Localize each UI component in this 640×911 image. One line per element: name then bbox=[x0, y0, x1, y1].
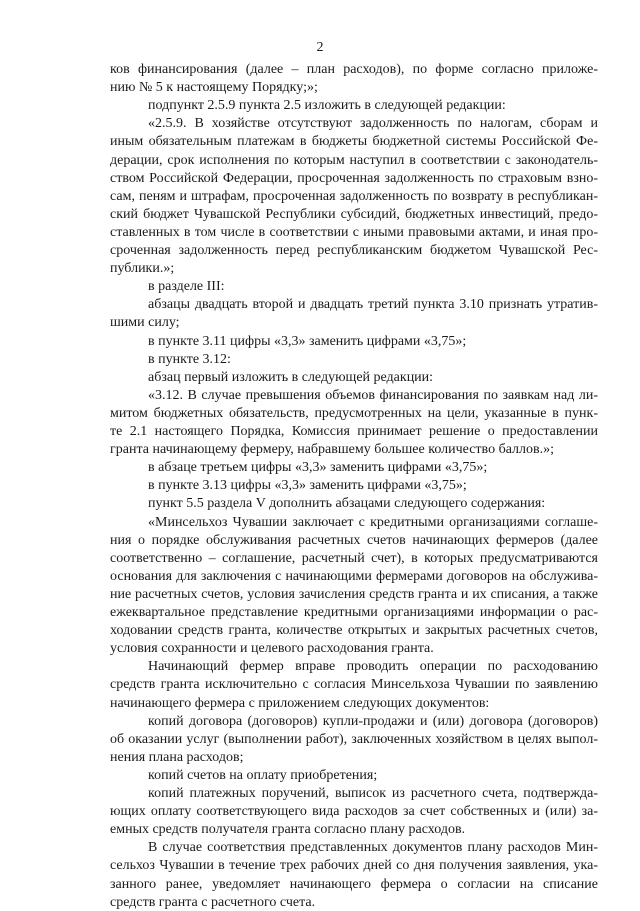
text-line: подпункт 2.5.9 пункта 2.5 изложить в следующей редакции: bbox=[148, 98, 506, 114]
text-line: копий платежных поручений, выписок из расчетного счета, подтвержда- bbox=[148, 786, 598, 801]
text-line: Начинающий фермер вправе проводить операции по расходованию bbox=[148, 659, 598, 675]
text-line: ставленных в том числе в соответствии с иными правовыми актами, и иная про- bbox=[110, 224, 598, 240]
text-line: дерации, срок исполнения по которым наступил в соответствии с законодатель- bbox=[110, 152, 598, 168]
text-line: ющих оплату соответствующего вида расходов за счет собственных и (или) за- bbox=[110, 804, 598, 820]
text-line: ством Российской Федерации, просроченная задолженность по страховым взно- bbox=[110, 170, 598, 186]
text-line: «Минсельхоз Чувашии заключает с кредитными организациями соглаше- bbox=[148, 514, 598, 530]
text-line: шими силу; bbox=[110, 315, 180, 331]
text-line: в пункте 3.12: bbox=[148, 351, 231, 367]
text-line: сельхоз Чувашии в течение трех рабочих дней со дня получения заявления, ука- bbox=[110, 858, 598, 874]
text-line: сроченная задолженность перед республиканским бюджетом Чувашской Рес- bbox=[110, 243, 598, 258]
text-line: В случае соответствия представленных документов плану расходов Мин- bbox=[148, 840, 598, 856]
text-line: в пункте 3.11 цифры «3,3» заменить цифрами «3,75»; bbox=[148, 333, 467, 349]
text-line: основания для заключения с начинающими фермерами договоров на обслужива- bbox=[110, 568, 598, 584]
text-line: ков финансирования (далее – план расходов), по форме согласно приложе- bbox=[110, 62, 598, 77]
text-line: копий договора (договоров) купли-продажи и (или) договора (договоров) bbox=[148, 713, 598, 729]
text-line: в пункте 3.13 цифры «3,3» заменить цифрами «3,75»; bbox=[148, 478, 467, 494]
text-line: в разделе III: bbox=[148, 279, 225, 295]
text-line: иным обязательным платежам в бюджеты бюджетной системы Российской Фе- bbox=[110, 134, 598, 150]
text-line: средств гранта с расчетного счета. bbox=[110, 894, 316, 910]
text-line: соответственно – соглашение, расчетный счет), в которых предусматриваются bbox=[110, 550, 598, 566]
text-line: публики.»; bbox=[110, 261, 175, 277]
text-line: в абзаце третьем цифры «3,3» заменить цифрами «3,75»; bbox=[148, 460, 488, 476]
text-line: абзац первый изложить в следующей редакции: bbox=[148, 369, 434, 385]
text-line: ский бюджет Чувашской Республики субсидий, бюджетных инвестиций, предо- bbox=[110, 206, 598, 222]
text-line: те 2.1 настоящего Порядка, Комиссия принимает решение о предоставлении bbox=[110, 424, 598, 439]
page-number: 2 bbox=[316, 40, 324, 55]
text-line: сам, пеням и штрафам, просроченная задолженность по возврату в республикан- bbox=[110, 188, 598, 204]
text-line: начинающего фермера с приложением следующих документов: bbox=[110, 695, 490, 711]
text-line: митом бюджетных обязательств, предусмотренных на цели, указанные в пунк- bbox=[110, 405, 598, 421]
text-line: об оказании услуг (выполнении работ), заключенных хозяйством в целях выпол- bbox=[110, 731, 598, 747]
text-line: нию № 5 к настоящему Порядку;»; bbox=[110, 80, 318, 96]
text-line: занного ранее, уведомляет начинающего фермера о согласии на списание bbox=[110, 876, 598, 892]
text-line: гранта начинающему фермеру, набравшему большее количество баллов.»; bbox=[110, 442, 555, 458]
text-line: ние расчетных счетов, условия зачисления средств гранта и их списания, а также bbox=[110, 586, 598, 602]
text-line: емных средств получателя гранта согласно плану расходов. bbox=[110, 822, 466, 838]
text-line: «3.12. В случае превышения объемов финансирования по заявкам над ли- bbox=[148, 387, 598, 403]
text-line: ежеквартальное представление кредитными организациями информации о рас- bbox=[110, 605, 598, 620]
text-line: «2.5.9. В хозяйстве отсутствуют задолженность по налогам, сборам и bbox=[148, 116, 598, 132]
text-line: нения плана расходов; bbox=[110, 749, 244, 765]
text-line: ния о порядке обслуживания расчетных счетов начинающих фермеров (далее bbox=[110, 532, 598, 548]
text-line: абзацы двадцать второй и двадцать третий пункта 3.10 признать утратив- bbox=[148, 297, 598, 313]
text-line: копий счетов на оплату приобретения; bbox=[148, 767, 378, 783]
text-line: пункт 5.5 раздела V дополнить абзацами следующего содержания: bbox=[148, 496, 546, 512]
text-line: условия сохранности и целевого расходования гранта. bbox=[110, 641, 434, 657]
text-line: средств гранта исключительно с согласия Минсельхоза Чувашии по заявлению bbox=[110, 677, 598, 693]
text-line: ходовании средств гранта, количестве открытых и закрытых расчетных счетов, bbox=[110, 623, 598, 639]
